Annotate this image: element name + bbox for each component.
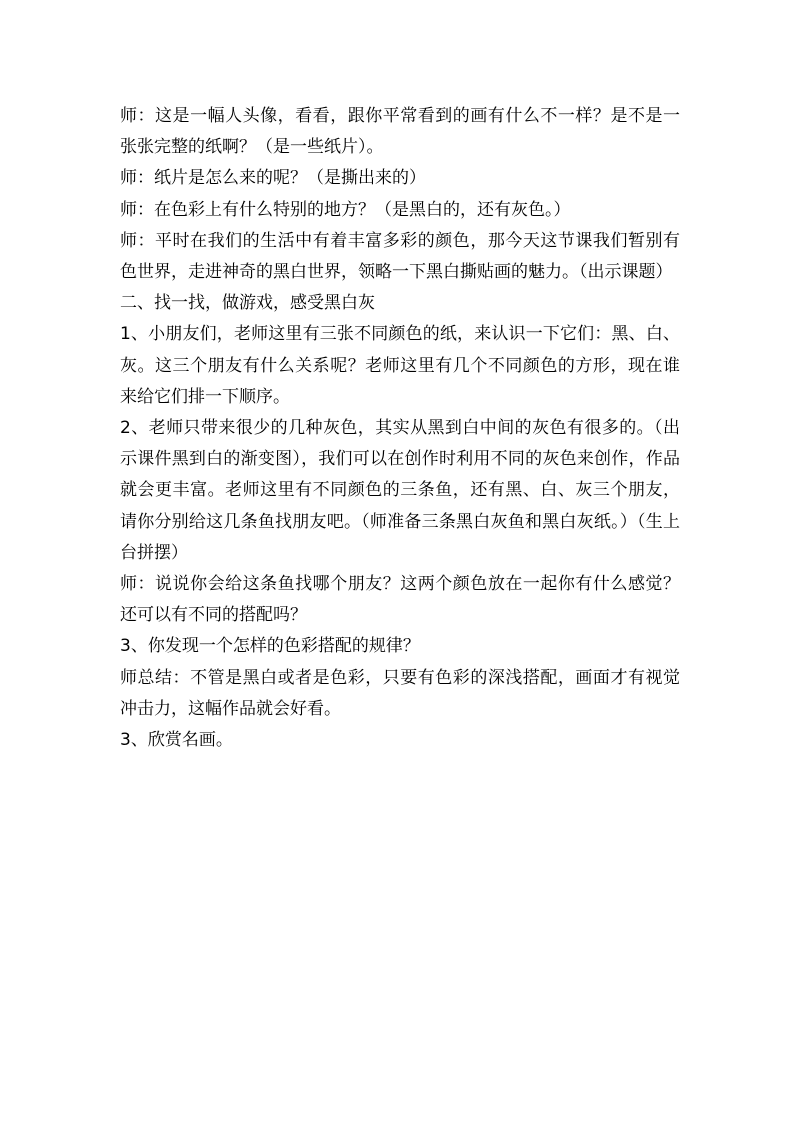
paragraph-8: 师：说说你会给这条鱼找哪个朋友？这两个颜色放在一起你有什么感觉？还可以有不同的搭配吗？ xyxy=(120,574,680,626)
paragraph-6: 1、小朋友们，老师这里有三张不同颜色的纸，来认识一下它们：黑、白、灰。这三个朋友有什么关系呢？老师这里有几个不同颜色的方形，现在谁来给它们排一下顺序。 xyxy=(120,324,680,407)
paragraph-1: 师：这是一幅人头像，看看，跟你平常看到的画有什么不一样？是不是一张张完整的纸啊？（是一些纸片）。 xyxy=(120,106,680,158)
paragraph-9: 3、你发现一个怎样的色彩搭配的规律？ xyxy=(120,636,420,657)
paragraph-2: 师：纸片是怎么来的呢？（是撕出来的） xyxy=(120,168,426,189)
paragraph-10: 师总结：不管是黑白或者是色彩，只要有色彩的深浅搭配，画面才有视觉冲击力，这幅作品就会好看。 xyxy=(120,667,680,719)
section-heading: 二、找一找，做游戏，感受黑白灰 xyxy=(120,293,375,314)
paragraph-3: 师：在色彩上有什么特别的地方？（是黑白的，还有灰色。） xyxy=(120,199,571,220)
paragraph-7: 2、老师只带来很少的几种灰色，其实从黑到白中间的灰色有很多的。（出示课件黑到白的渐变图），我们可以在创作时利用不同的灰色来创作，作品就会更丰富。老师这里有不同颜色的三条鱼，还有黑、白、灰三个朋友，请你分别给这几条鱼找朋友吧。（师准备三条黑白灰鱼和黑白灰纸。）（生上台拼摆） xyxy=(120,418,680,563)
paragraph-4: 师：平时在我们的生活中有着丰富多彩的颜色，那今天这节课我们暂别有色世界，走进神奇的黑白世界，领略一下黑白撕贴画的魅力。（出示课题） xyxy=(120,230,680,283)
document-body xyxy=(120,101,680,756)
paragraph-11: 3、欣赏名画。 xyxy=(120,730,233,751)
